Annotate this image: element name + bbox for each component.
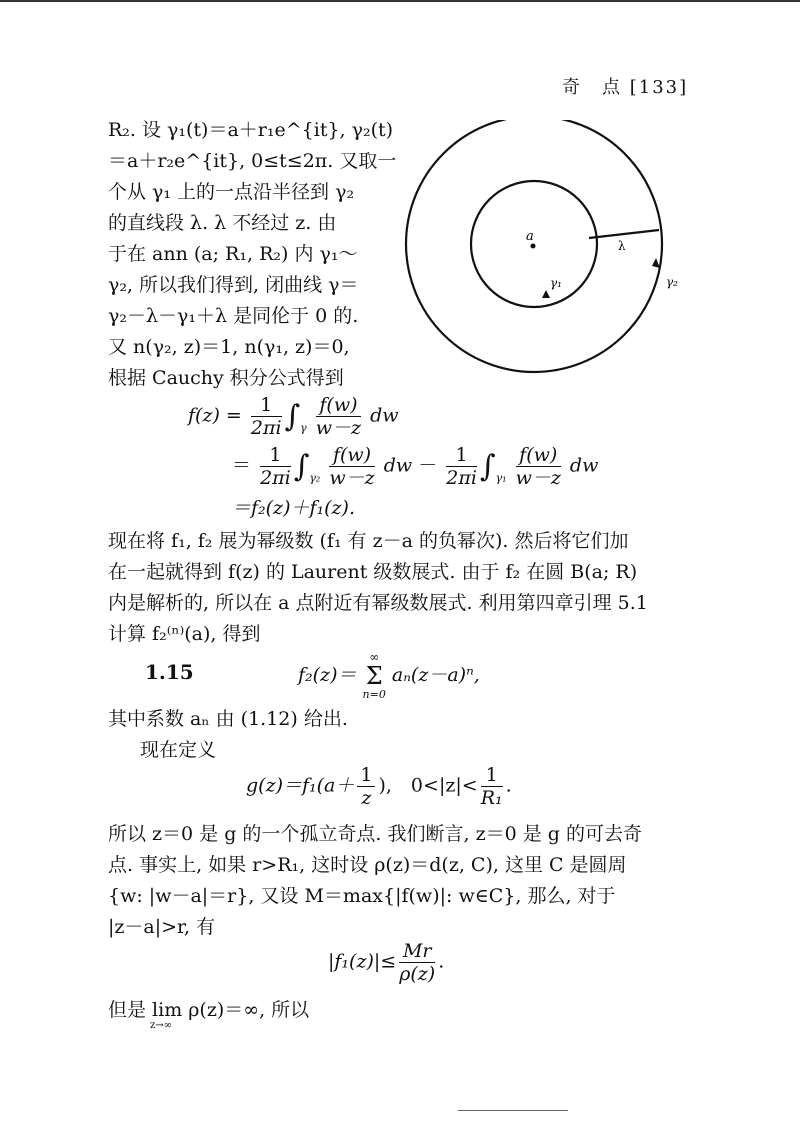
gamma1-label: γ₁: [550, 276, 562, 290]
formula-f1-bound: |f₁(z)|≤ $\frac{Mr}{\rho(z)}$ .: [328, 940, 445, 985]
text-line: 在一起就得到 f(z) 的 Laurent 级数展式. 由于 f₂ 在圆 B(a; R): [108, 561, 638, 583]
text-line: 又 n(γ₂, z)＝1, n(γ₁, z)＝0,: [108, 336, 350, 358]
text-line: 现在将 f₁, f₂ 展为幂级数 (f₁ 有 z－a 的负幂次). 然后将它们加: [108, 530, 629, 552]
lambda-segment: [589, 230, 659, 238]
center-point: [531, 244, 536, 249]
cauchy-formula-line2: ＝ $\frac{1}{2\pi i}$ $\int_{\gamma_2}$ $\frac{f(w)}{w-z}$ dw － $\frac{1}{2\pi i}$ $\int_{\gamma_1}$ $\frac{f(w)}{w-z}$ dw: [232, 444, 599, 489]
annulus-diagram: [380, 120, 700, 380]
center-label: a: [526, 229, 534, 244]
text-line: {w: |w－a|＝r}, 又设 M＝max{|f(w)|: w∈C}, 那么, 对于: [108, 885, 616, 907]
page-top-border: [0, 0, 800, 2]
formula-g: g(z)＝f₁(a＋ $\frac{1}{z}$ ), 0<|z|< $\frac{1}{\text{R₁}}$ .: [246, 764, 512, 809]
limit-subscript: z→∞: [150, 1020, 172, 1031]
scan-artifact: [458, 1110, 568, 1111]
text-line: 根据 Cauchy 积分公式得到: [108, 367, 344, 389]
text-line: 的直线段 λ. λ 不经过 z. 由: [108, 212, 337, 234]
gamma1-arrow: [542, 290, 550, 298]
text-line: 个从 γ₁ 上的一点沿半径到 γ₂: [108, 181, 355, 203]
text-line: 点. 事实上, 如果 r>R₁, 这时设 ρ(z)＝d(z, C), 这里 C 是圆周: [108, 854, 627, 876]
text-line: 于在 ann (a; R₁, R₂) 内 γ₁～: [108, 243, 358, 265]
equation-1-15: f₂(z)＝ ∞ Σ n=0 aₙ(z－a)ⁿ,: [298, 650, 480, 701]
text-line: 计算 f₂⁽ⁿ⁾(a), 得到: [108, 623, 261, 645]
gamma2-label: γ₂: [666, 275, 678, 289]
page-header: 奇 点 [133]: [562, 77, 689, 98]
text-line: R₂. 设 γ₁(t)＝a＋r₁e^{it}, γ₂(t): [108, 119, 394, 141]
text-line: 内是解析的, 所以在 a 点附近有幂级数展式. 利用第四章引理 5.1: [108, 592, 648, 614]
equation-number-1-15: 1.15: [145, 660, 194, 684]
text-line: 所以 z＝0 是 g 的一个孤立奇点. 我们断言, z＝0 是 g 的可去奇: [108, 823, 642, 845]
text-line: 现在定义: [140, 739, 217, 761]
gamma2-arrow: [652, 258, 660, 268]
cauchy-formula-line3: ＝f₂(z)＋f₁(z).: [232, 497, 356, 519]
text-line: 其中系数 aₙ 由 (1.12) 给出.: [108, 708, 348, 730]
text-line-last: 但是 lim ρ(z)＝∞, 所以: [108, 999, 310, 1021]
text-line: |z－a|>r, 有: [108, 916, 216, 938]
text-line: γ₂－λ－γ₁＋λ 是同伦于 0 的.: [108, 305, 359, 327]
text-line: γ₂, 所以我们得到, 闭曲线 γ＝: [108, 274, 359, 296]
cauchy-formula-line1: f(z) = $\frac{1}{2\pi i}$ $\int_\gamma$ $\frac{f(w)}{w-z}$ dw: [188, 394, 399, 439]
text-line: ＝a＋r₂e^{it}, 0≤t≤2π. 又取一: [108, 150, 397, 172]
lambda-label: λ: [618, 239, 626, 253]
